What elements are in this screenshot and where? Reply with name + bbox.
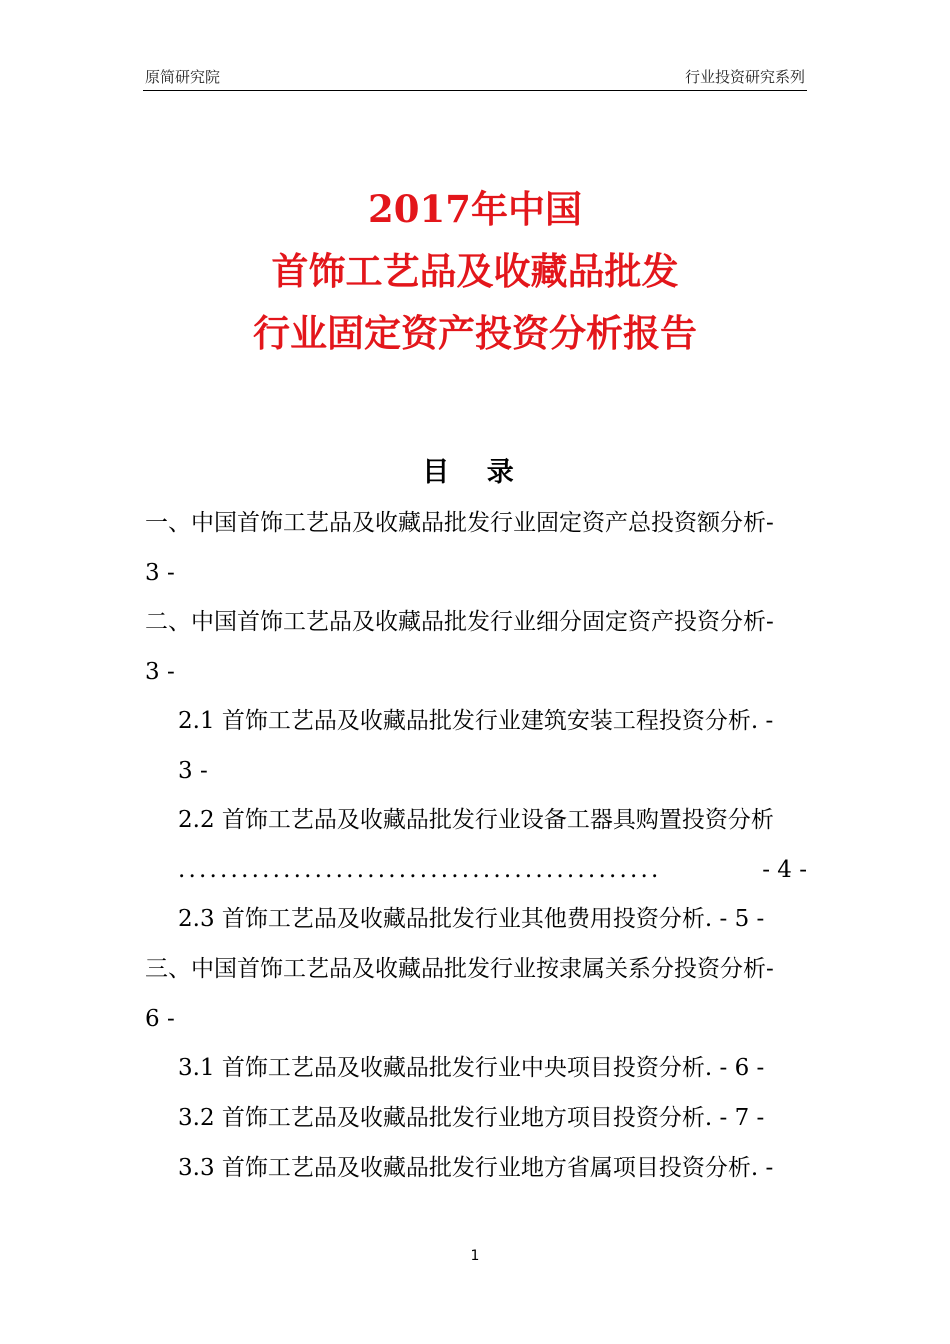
toc-entry-2-1[interactable]: 2.1 首饰工艺品及收藏品批发行业建筑安装工程投资分析. - xyxy=(178,708,774,734)
toc-entry-2-2-page: - 4 - xyxy=(762,857,807,883)
toc-entry-2[interactable]: 二、中国首饰工艺品及收藏品批发行业细分固定资产投资分析- xyxy=(145,609,774,635)
toc-entry-3-3[interactable]: 3.3 首饰工艺品及收藏品批发行业地方省属项目投资分析. - xyxy=(178,1155,774,1181)
toc-entry-1[interactable]: 一、中国首饰工艺品及收藏品批发行业固定资产总投资额分析- xyxy=(145,510,774,536)
dot-leader: .............................................. xyxy=(178,857,662,883)
toc-entry-2-2-leader-row[interactable] xyxy=(178,852,807,888)
toc-entry-3-page[interactable]: 6 - xyxy=(145,1006,175,1032)
toc-entry-3-2[interactable]: 3.2 首饰工艺品及收藏品批发行业地方项目投资分析. - 7 - xyxy=(178,1105,765,1131)
toc-entry-2-page[interactable]: 3 - xyxy=(145,659,175,685)
header-left-text: 原简研究院 xyxy=(145,68,221,86)
toc-entry-2-2[interactable]: 2.2 首饰工艺品及收藏品批发行业设备工器具购置投资分析 xyxy=(178,807,774,833)
title-line-1: 2017年中国 xyxy=(368,187,582,231)
toc-entry-3-1[interactable]: 3.1 首饰工艺品及收藏品批发行业中央项目投资分析. - 6 - xyxy=(178,1055,765,1081)
title-line-2: 首饰工艺品及收藏品批发 xyxy=(271,249,679,293)
report-title xyxy=(0,178,950,364)
toc-entry-3[interactable]: 三、中国首饰工艺品及收藏品批发行业按隶属关系分投资分析- xyxy=(145,956,774,982)
toc-heading: 目 录 xyxy=(422,457,528,488)
toc-entry-2-1-page[interactable]: 3 - xyxy=(178,758,208,784)
title-line-3: 行业固定资产投资分析报告 xyxy=(253,311,697,355)
header-right-text: 行业投资研究系列 xyxy=(684,68,805,86)
toc-entry-2-3[interactable]: 2.3 首饰工艺品及收藏品批发行业其他费用投资分析. - 5 - xyxy=(178,906,765,932)
header-divider xyxy=(143,90,807,91)
toc-entry-1-page[interactable]: 3 - xyxy=(145,560,175,586)
page-number: 1 xyxy=(470,1248,480,1264)
